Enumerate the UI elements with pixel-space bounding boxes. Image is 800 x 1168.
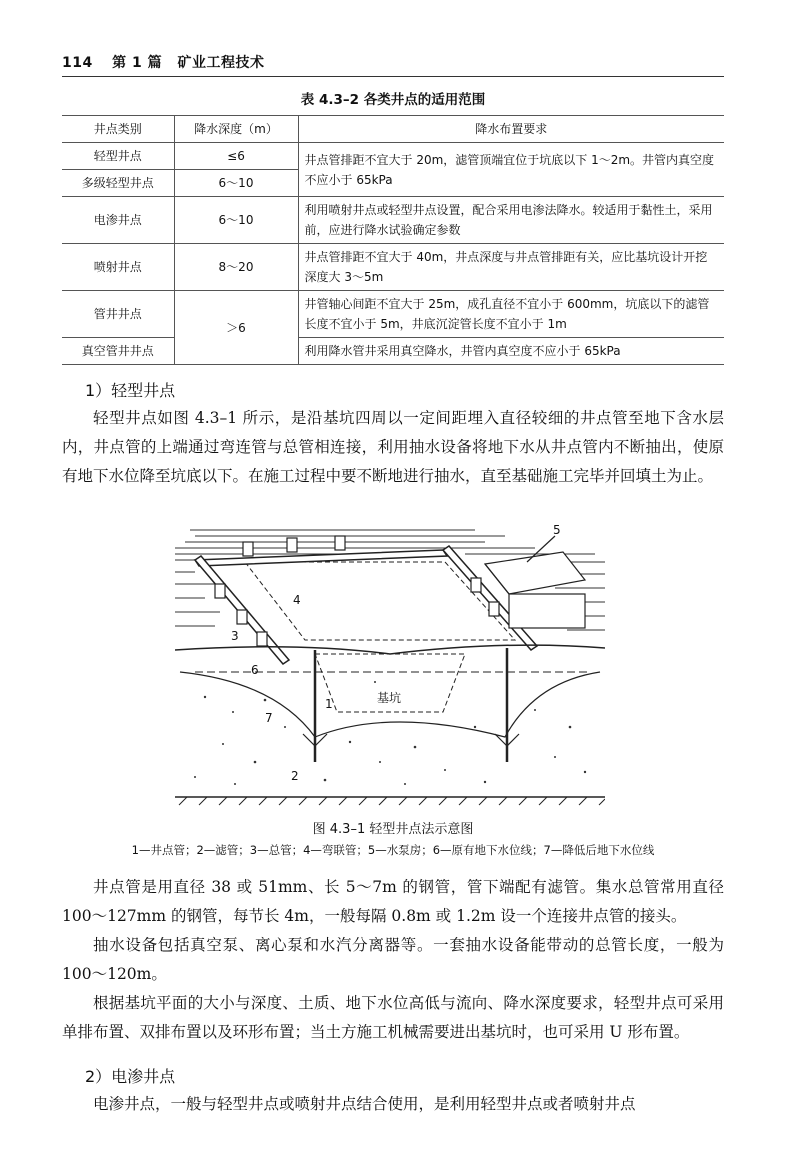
page-number: 114	[62, 55, 93, 71]
cell-type: 多级轻型井点	[62, 170, 174, 197]
table-header-row	[62, 116, 724, 143]
paragraph-text: 抽水设备包括真空泵、离心泵和水汽分离器等。一套抽水设备能带动的总管长度，一般为 100～120m。	[62, 936, 724, 983]
table-row	[62, 143, 724, 170]
label-3: 3	[231, 629, 239, 643]
label-6: 6	[251, 663, 259, 677]
label-7: 7	[265, 711, 273, 725]
cell-type: 真空管井井点	[62, 338, 174, 365]
figure-legend: 1—井点管；2—滤管；3—总管；4—弯联管；5—水泵房；6—原有地下水位线；7—降低后地下水位线	[131, 843, 655, 857]
paragraph	[62, 1090, 724, 1119]
well-point-diagram	[175, 522, 605, 812]
running-header	[62, 52, 724, 72]
cell-depth: 6～10	[174, 197, 298, 244]
subsection-title: 1）轻型井点	[85, 381, 176, 400]
subsection-title: 2）电渗井点	[85, 1067, 176, 1086]
header-depth: 降水深度（m）	[174, 116, 298, 143]
header-requirement: 降水布置要求	[298, 116, 724, 143]
paragraph-text: 电渗井点，一般与轻型井点或喷射井点结合使用，是利用轻型井点或者喷射井点	[93, 1095, 636, 1113]
cell-depth: 6～10	[174, 170, 298, 197]
cell-type: 管井井点	[62, 291, 174, 338]
table-row	[62, 244, 724, 291]
cell-requirement: 井点管排距不宜大于 40m，井点深度与井点管排距有关，应比基坑设计开挖深度大 3～5m	[298, 244, 724, 291]
pit-label: 基坑	[377, 691, 402, 705]
cell-depth: ＞6	[174, 291, 298, 365]
cell-requirement: 利用喷射井点或轻型井点设置，配合采用电渗法降水。较适用于黏性土，采用前，应进行降水试验确定参数	[298, 197, 724, 244]
label-1: 1	[325, 697, 333, 711]
header-rule	[62, 76, 724, 77]
chapter-title: 矿业工程技术	[177, 55, 265, 71]
table-row	[62, 291, 724, 338]
well-point-table	[62, 115, 724, 365]
paragraph	[62, 873, 724, 1047]
paragraph-text: 根据基坑平面的大小与深度、土质、地下水位高低与流向、降水深度要求，轻型井点可采用单排布置、双排布置以及环形布置；当土方施工机械需要进出基坑时，也可采用 U 形布置。	[62, 994, 724, 1041]
cell-depth: ≤6	[174, 143, 298, 170]
paragraph-text: 轻型井点如图 4.3–1 所示，是沿基坑四周以一定间距埋入直径较细的井点管至地下含水层内，井点管的上端通过弯连管与总管相连接，利用抽水设备将地下水从井点管内不断抽出，使原有地下水位降至坑底以下。在施工过程中要不断地进行抽水，直至基础施工完毕并回填土为止。	[62, 409, 724, 485]
cell-type: 电渗井点	[62, 197, 174, 244]
cell-type: 轻型井点	[62, 143, 174, 170]
table-row	[62, 197, 724, 244]
label-2: 2	[291, 769, 299, 783]
label-4: 4	[293, 593, 301, 607]
figure-caption: 图 4.3–1 轻型井点法示意图	[312, 822, 474, 837]
paragraph-text: 井点管是用直径 38 或 51mm、长 5～7m 的钢管，管下端配有滤管。集水总管常用直径 100～127mm 的钢管，每节长 4m，一般每隔 0.8m 或 1.2m 设一个连接井点管的接头。	[62, 878, 724, 925]
table-row	[62, 338, 724, 365]
part-label: 第 1 篇	[112, 55, 163, 71]
paragraph	[62, 404, 724, 491]
header-type: 井点类别	[62, 116, 174, 143]
cell-type: 喷射井点	[62, 244, 174, 291]
cell-requirement: 井管轴心间距不宜大于 25m，成孔直径不宜小于 600mm，坑底以下的滤管长度不宜小于 5m，井底沉淀管长度不宜小于 1m	[298, 291, 724, 338]
cell-requirement: 利用降水管井采用真空降水，井管内真空度不应小于 65kPa	[298, 338, 724, 365]
cell-requirement: 井点管排距不宜大于 20m，滤管顶端宜位于坑底以下 1～2m。井管内真空度不应小于 65kPa	[298, 143, 724, 197]
label-5: 5	[553, 523, 561, 537]
cell-depth: 8～20	[174, 244, 298, 291]
table-caption: 表 4.3–2 各类井点的适用范围	[300, 92, 486, 108]
